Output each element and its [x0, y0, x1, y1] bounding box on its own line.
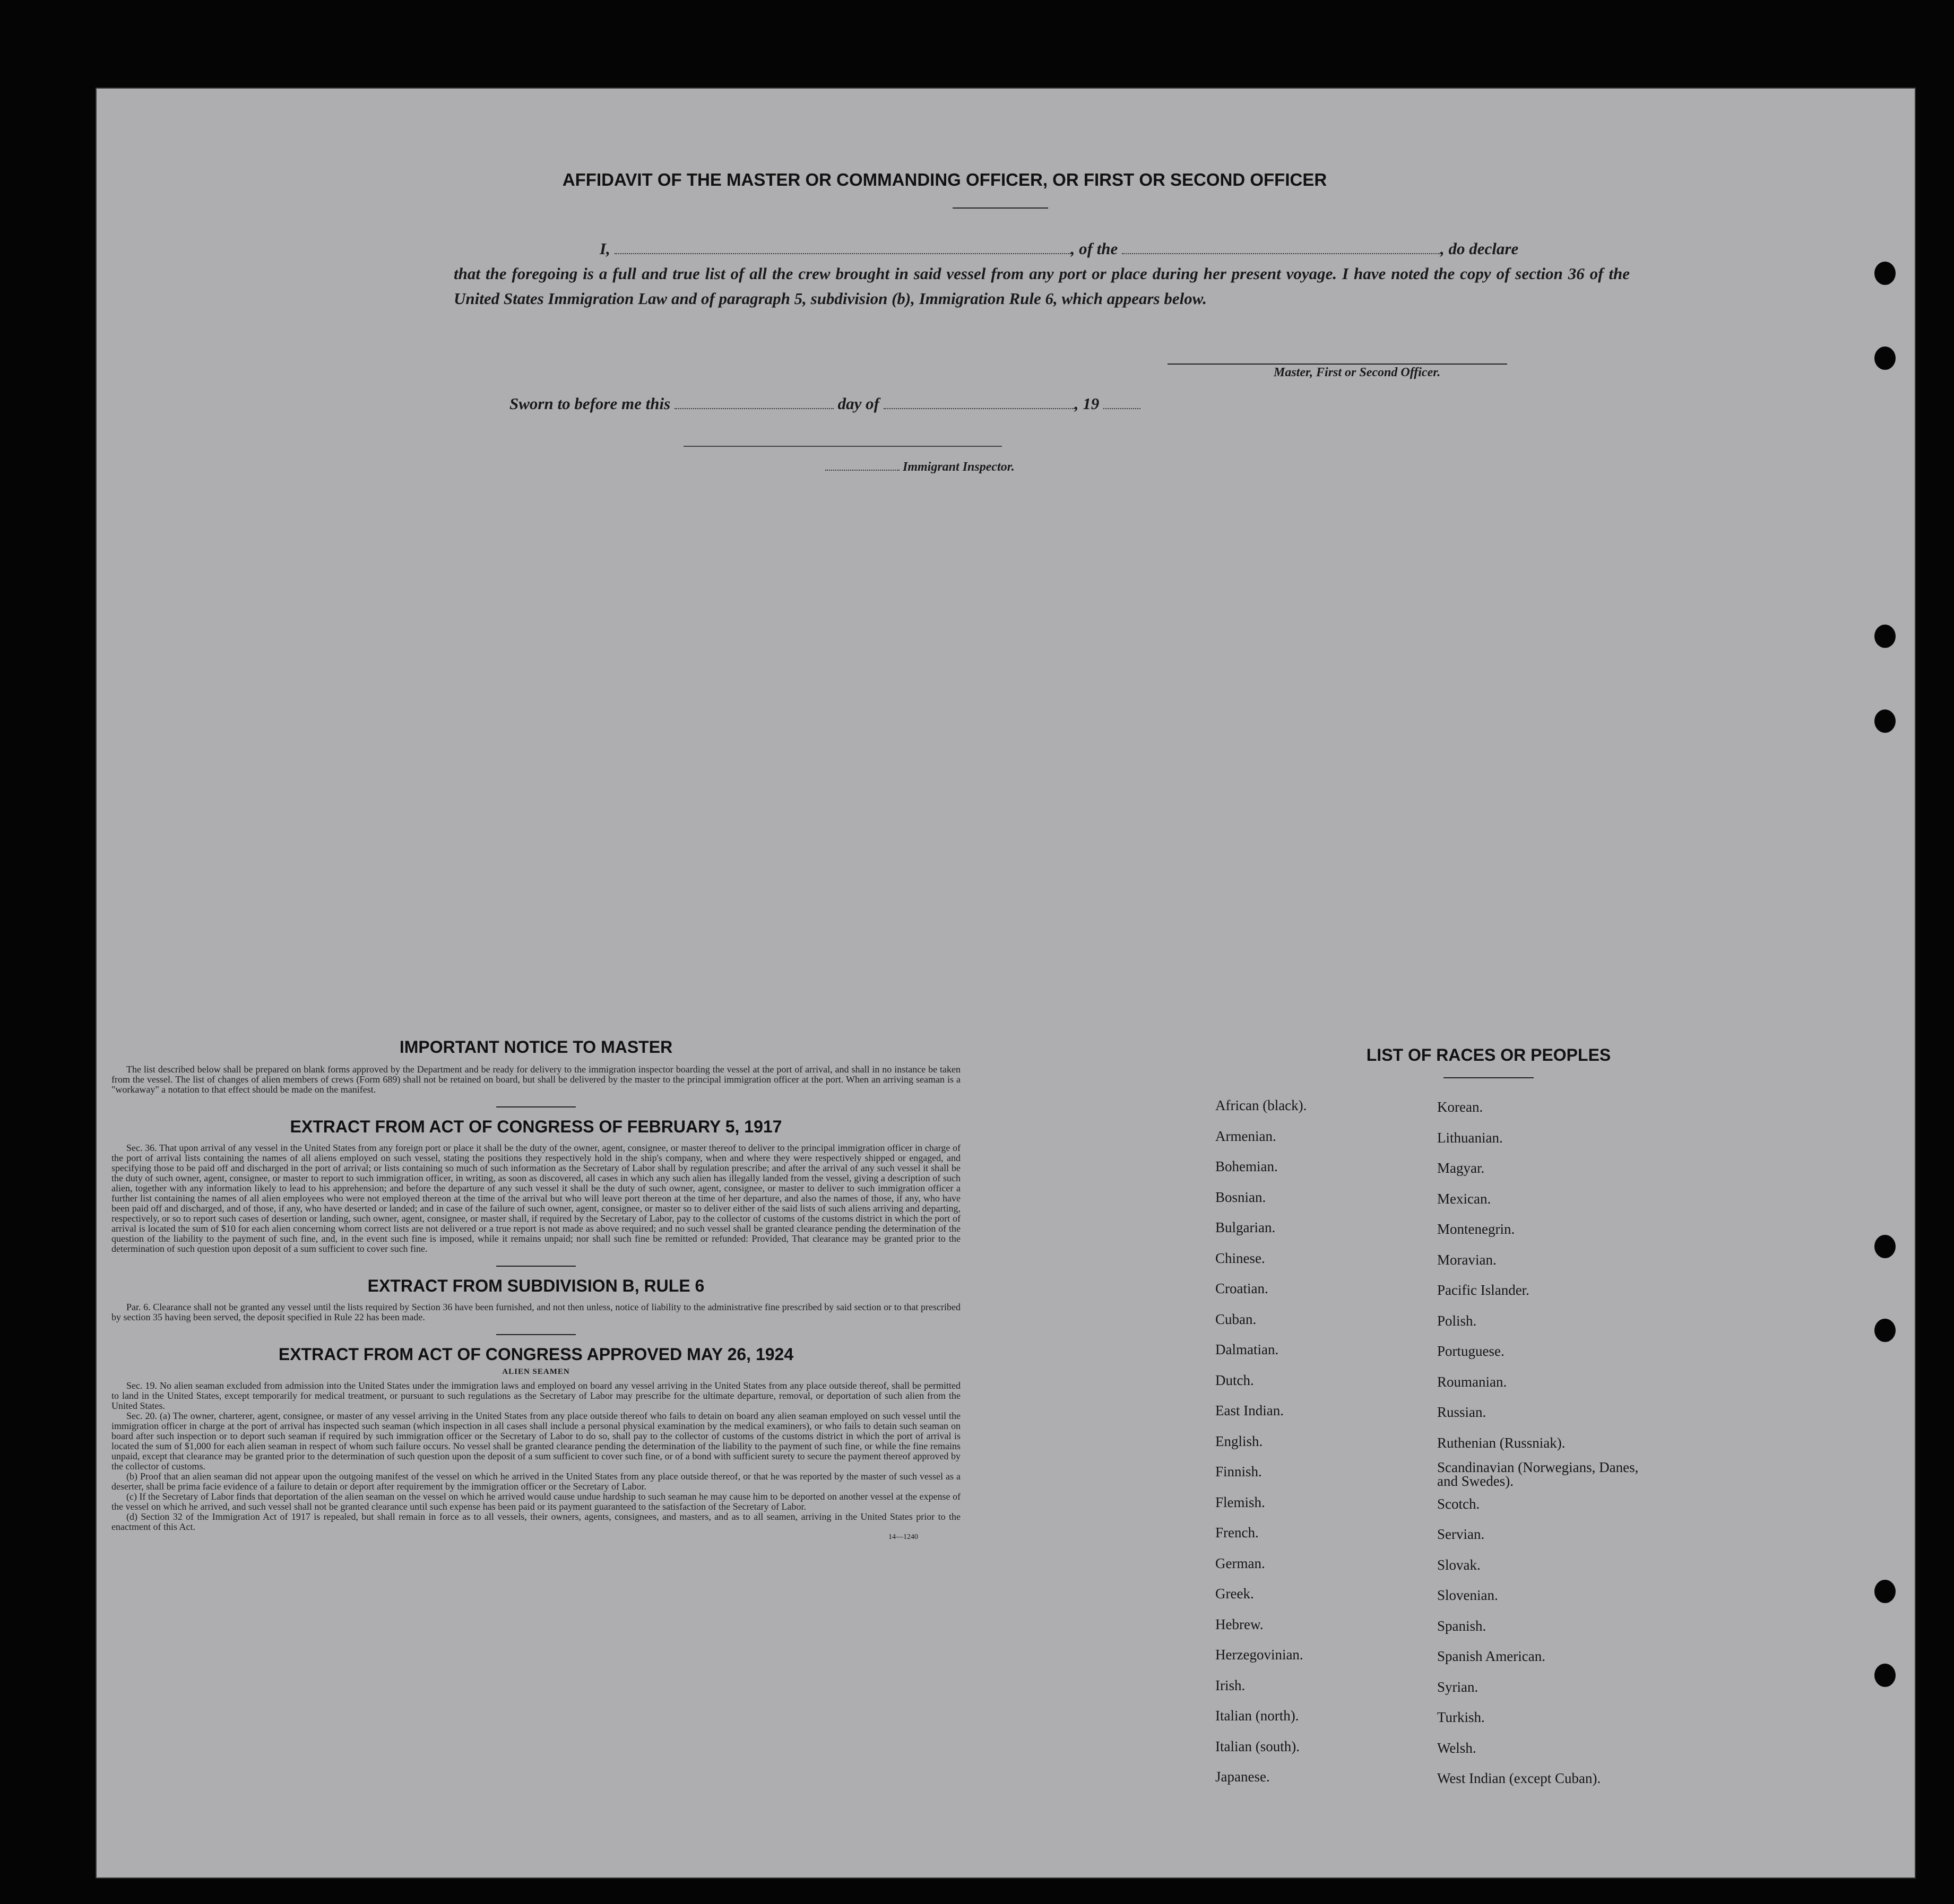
document-page: [96, 88, 1916, 1879]
race-item: Greek.: [1215, 1586, 1254, 1602]
extract-rule6-title: EXTRACT FROM SUBDIVISION B, RULE 6: [367, 1276, 705, 1295]
race-item: Roumanian.: [1437, 1373, 1507, 1390]
sworn-prefix: Sworn to before me this: [509, 394, 671, 413]
binder-hole: [1874, 347, 1896, 370]
race-item: Dalmatian.: [1215, 1342, 1279, 1357]
race-item: Cuban.: [1215, 1311, 1257, 1327]
extract-1917-paragraph: Sec. 36. That upon arrival of any vessel in the United States from any foreign port or place it shall be the duty of the owner, agent, consignee, or master thereof to deliver to the principal immigration officer in charge of the port of arrival lists containing the names of all aliens employed on such vessel, stating the positions they respectively hold in the ship's company, when and where they were respectively shipped or engaged, and specifying those to be paid off and discharged in the port of arrival; or lists containing so much of such information as the Secretary of Labor shall by regulation prescribe; and after the arrival of any such vessel it shall be the duty of such owner, agent, consignee, or master to report to such immigration officer, in writing, as soon as discovered, all cases in which any such alien has illegally landed from the vessel, giving a description of such alien, together with any information likely to lead to his apprehension; and before the departure of any such vessel it shall be the duty of such owner, agent, consignee, or master to deliver to such immigration officer a further list containing the names of all alien employees who were not employed thereon at the time of the arrival but who will leave port thereon at the time of her departure, and also the names of those, if any, who have been paid off and discharged, and of those, if any, who have deserted or landed; and in case of the failure of such owner, agent, consignee, or master so to deliver either of the said lists of such aliens arriving and departing, respectively, or so to report such cases of desertion or landing, such owner, agent, consignee, or master shall, if required by the Secretary of Labor, pay to the collector of customs of the customs district in which the port of arrival is located the sum of $10 for each alien concerning whom correct lists are not delivered or a true report is not made as above required; and no such vessel shall be granted clearance pending the determination of the question of the liability to the payment of such fine, and, in the event such fine is imposed, while it remains unpaid; nor shall such fine be remitted or refunded: Provided, That clearance may be granted prior to the determination of such question upon deposit of a sum sufficient to cover such fine.: [111, 1143, 961, 1254]
section-divider: [496, 1334, 576, 1335]
day-blank: [675, 408, 834, 409]
form-number: 14—1240: [888, 1533, 918, 1541]
race-item: West Indian (except Cuban).: [1437, 1770, 1601, 1786]
race-item: Pacific Islander.: [1437, 1282, 1529, 1298]
affidavit-title: AFFIDAVIT OF THE MASTER OR COMMANDING OFFICER, OR FIRST OR SECOND OFFICER: [562, 170, 1327, 189]
race-item: Italian (north).: [1215, 1708, 1299, 1724]
sworn-line: [509, 391, 1359, 416]
race-item: Bulgarian.: [1215, 1219, 1276, 1235]
binder-hole: [1874, 1235, 1896, 1258]
race-item: Hebrew.: [1215, 1616, 1264, 1632]
race-item: Armenian.: [1215, 1128, 1276, 1144]
affidavit-body: that the foregoing is a full and true list of all the crew brought in said vessel from any port or place during her present voyage. I have noted the copy of section 36 of the United States Immigration Law and of paragraph 5, subdivision (b), Immigration Rule 6, which appears below.: [454, 264, 1630, 308]
extract-1924-paragraph: (b) Proof that an alien seaman did not appear upon the outgoing manifest of the vessel on which he arrived in the United States from any place outside thereof, or that he was reported by the master of such vessel as a deserter, shall be prima facie evidence of a failure to detain or deport after requirement by the immigration officer or the Secretary of Labor.: [111, 1471, 961, 1492]
race-item: Spanish American.: [1437, 1648, 1545, 1664]
section-divider: [496, 1106, 576, 1107]
race-item: Polish.: [1437, 1312, 1477, 1329]
race-item: Scotch.: [1437, 1495, 1480, 1512]
race-item: East Indian.: [1215, 1403, 1284, 1418]
extract-rule6-text: [111, 1302, 961, 1322]
extract-rule6-paragraph: Par. 6. Clearance shall not be granted any vessel until the lists required by Section 36 have been furnished, and not then unless, notice of liability to the administrative fine prescribed by said section or to that prescribed by section 35 having been served, the deposit specified in Rule 22 has been made.: [111, 1302, 961, 1322]
notice-text: [111, 1064, 961, 1095]
races-left-column: [1215, 1091, 1428, 1793]
race-item: Mexican.: [1437, 1190, 1491, 1207]
race-item: Croatian.: [1215, 1280, 1268, 1296]
notice-paragraph: The list described below shall be prepared on blank forms approved by the Department and be ready for delivery to the immigration inspector boarding the vessel at the port of arrival, and shall in no instance be taken from the vessel. The list of changes of alien members of crews (Form 689) shall not be retained on board, but shall be delivered by the master to the principal immigration officer at the port. When an arriving seaman is a "workaway" a notation to that effect should be made on the manifest.: [111, 1064, 961, 1095]
extract-1924-paragraph: Sec. 20. (a) The owner, charterer, agent, consignee, or master of any vessel arriving in the United States from any place outside thereof who fails to detain on board any alien seaman employed on such vessel until the immigration officer in charge at the port of arrival has inspected such seaman (which inspection in all cases shall include a personal physical examination by the medical examiners), or who fails to detain such seaman on board after such inspection or to deport such seaman if required by such immigration officer or the Secretary of Labor to do so, shall pay to the collector of customs of the customs district in which the port of arrival is located the sum of $1,000 for each alien seaman in respect of whom such failure occurs. No vessel shall be granted clearance pending the determination of the liability to the payment of such fine, or while the fine remains unpaid, except that clearance may be granted prior to the determination of such question upon the deposit of a sum sufficient to cover such fine, or of a bond with sufficient surety to secure the payment thereof approved by the collector of customs.: [111, 1410, 961, 1472]
race-item: Slovenian.: [1437, 1587, 1498, 1603]
race-item: Turkish.: [1437, 1709, 1485, 1725]
race-item: Ruthenian (Russniak).: [1437, 1434, 1566, 1451]
race-item: Lithuanian.: [1437, 1129, 1503, 1146]
races-title: LIST OF RACES OR PEOPLES: [1366, 1045, 1611, 1064]
inspector-label: Immigrant Inspector.: [903, 460, 1015, 474]
race-item: Dutch.: [1215, 1372, 1254, 1388]
race-item: Finnish.: [1215, 1464, 1262, 1479]
race-item: Italian (south).: [1215, 1738, 1300, 1754]
races-right-column: [1437, 1092, 1660, 1794]
race-item: Slovak.: [1437, 1556, 1481, 1573]
title-underline: [953, 207, 1048, 209]
vessel-blank: [1122, 253, 1440, 254]
extract-1924-text: [111, 1381, 961, 1532]
inspector-line: [684, 446, 1002, 447]
race-item: Moravian.: [1437, 1251, 1497, 1268]
binder-hole: [1874, 1580, 1896, 1603]
race-item: Bosnian.: [1215, 1189, 1266, 1205]
race-item: French.: [1215, 1525, 1259, 1540]
binder-hole: [1874, 709, 1896, 733]
affidavit-of-the: , of the: [1070, 239, 1118, 258]
race-item: German.: [1215, 1555, 1265, 1571]
extract-1924-paragraph: (d) Section 32 of the Immigration Act of 1917 is repealed, but shall remain in force as to all vessels, their owners, agents, consignees, and masters, and as to all seamen, arriving in the United States prior to the enactment of this Act.: [111, 1511, 961, 1532]
extract-1924-subtitle: ALIEN SEAMEN: [502, 1368, 570, 1376]
race-item: Korean.: [1437, 1099, 1483, 1115]
extract-1924-paragraph: (c) If the Secretary of Labor finds that deportation of the alien seaman on the vessel on which he arrived would cause undue hardship to such seaman he may cause him to be deported on another vessel at the expense of the vessel on which he arrived, and such vessel shall not be granted clearance until such expense has been paid or its payment guaranteed to the satisfaction of the Secretary of Labor.: [111, 1491, 961, 1512]
race-item: Magyar.: [1437, 1160, 1485, 1176]
year-blank: [1103, 408, 1140, 409]
race-item: Japanese.: [1215, 1769, 1270, 1785]
legal-notices: [111, 1037, 961, 1542]
name-blank: [615, 253, 1071, 254]
affidavit-declaration-line: [483, 236, 1629, 261]
race-item: Herzegovinian.: [1215, 1647, 1303, 1663]
race-item: Syrian.: [1437, 1678, 1479, 1695]
sworn-year: , 19: [1074, 394, 1100, 413]
race-item: Servian.: [1437, 1526, 1485, 1542]
races-title-underline: [1443, 1077, 1534, 1078]
notice-title: IMPORTANT NOTICE TO MASTER: [399, 1037, 673, 1057]
binder-hole: [1874, 1664, 1896, 1687]
race-item: African (black).: [1215, 1097, 1307, 1113]
race-item: Scandinavian (Norwegians, Danes, and Swedes).: [1437, 1459, 1639, 1489]
section-divider: [496, 1266, 576, 1267]
race-item: Chinese.: [1215, 1250, 1265, 1266]
affidavit-i: I,: [600, 239, 610, 258]
binder-hole: [1874, 262, 1896, 285]
extract-1924-title: EXTRACT FROM ACT OF CONGRESS APPROVED MAY 26, 1924: [278, 1345, 794, 1364]
sworn-day-of: day of: [837, 394, 879, 413]
race-item: Portuguese.: [1437, 1343, 1505, 1359]
extract-1924-paragraph: Sec. 19. No alien seaman excluded from admission into the United States under the immigration laws and employed on board any vessel arriving in the United States from any place outside thereof, shall be permitted to land in the United States, except temporarily for medical treatment, or pursuant to such regulations as the Secretary of Labor may prescribe for the ultimate departure, removal, or deportation of such alien from the United States.: [111, 1380, 961, 1411]
race-item: Flemish.: [1215, 1494, 1265, 1510]
race-item: Russian.: [1437, 1404, 1486, 1420]
extract-1917-title: EXTRACT FROM ACT OF CONGRESS OF FEBRUARY 5, 1917: [290, 1117, 782, 1136]
race-item: Bohemian.: [1215, 1158, 1278, 1174]
affidavit-declare: , do declare: [1440, 239, 1519, 258]
extract-1917-text: [111, 1143, 961, 1254]
signature-label: Master, First or Second Officer.: [1274, 366, 1441, 379]
race-item: Irish.: [1215, 1677, 1246, 1693]
binder-hole: [1874, 1319, 1896, 1342]
race-item: English.: [1215, 1433, 1263, 1449]
race-item: Welsh.: [1437, 1739, 1476, 1756]
race-item: Montenegrin.: [1437, 1221, 1515, 1237]
month-blank: [884, 408, 1075, 409]
binder-hole: [1874, 625, 1896, 648]
inspector-blank: [825, 470, 900, 471]
race-item: Spanish.: [1437, 1617, 1486, 1634]
inspector-sig: [825, 459, 1015, 475]
